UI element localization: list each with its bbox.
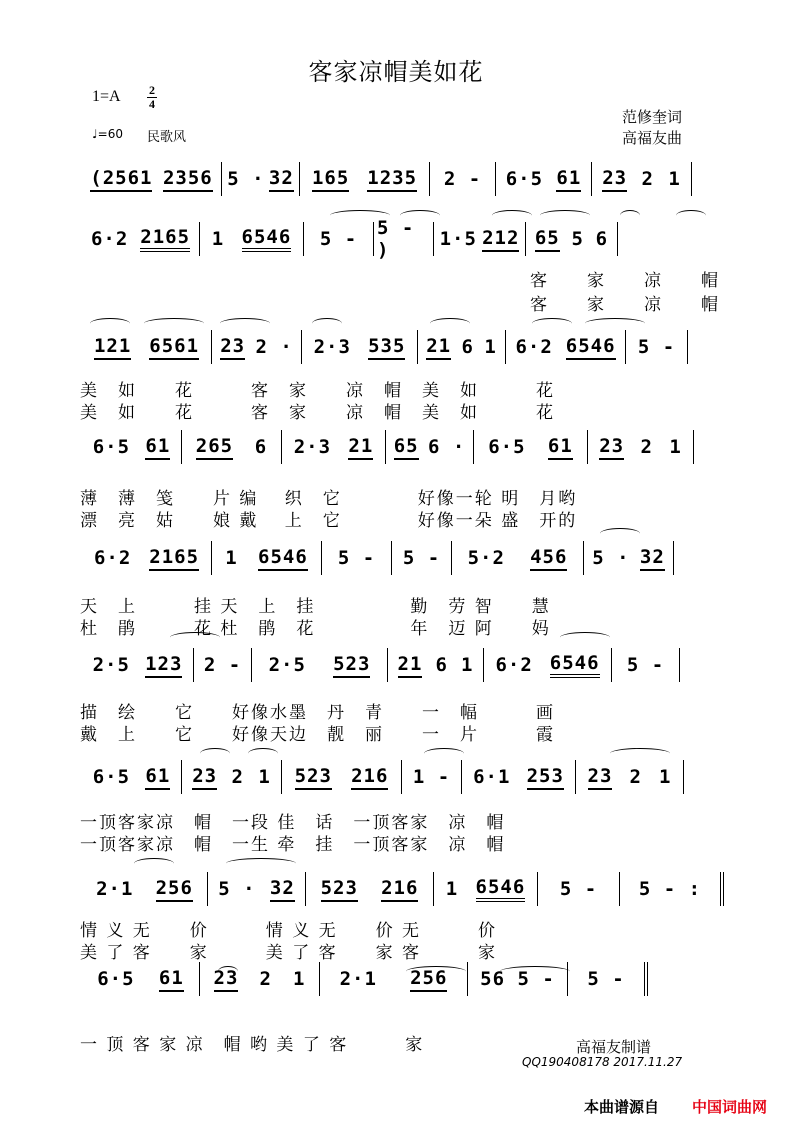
measure [304, 222, 374, 256]
note-group: 2 [231, 765, 244, 788]
measure [212, 541, 322, 575]
tempo-mark: ♩=60 [92, 127, 123, 141]
slur-arc [90, 318, 130, 329]
note-group: 2·5 [92, 653, 130, 676]
measure [194, 648, 252, 682]
slur-arc [585, 318, 645, 329]
note-group: 6·5 [488, 435, 526, 458]
note-group: 216 [351, 765, 388, 790]
note-group: 5 [571, 227, 584, 250]
note-group: 21 [426, 335, 451, 360]
note-group: 5 - [337, 546, 376, 569]
score-maker: 高福友制谱 [576, 1038, 652, 1056]
note-group: 23 [192, 765, 217, 790]
note-group: 6·2 [515, 335, 553, 358]
note-group: 6·2 [90, 227, 129, 250]
note-group: 2 - [443, 167, 482, 190]
slur-arc [540, 210, 590, 221]
measure [474, 430, 588, 464]
measure [392, 541, 452, 575]
note-group: 6 · [427, 435, 466, 458]
measure [82, 541, 212, 575]
measure [212, 330, 302, 364]
note-group: 1 [211, 227, 225, 250]
slur-arc [400, 210, 440, 221]
measure [82, 430, 182, 464]
note-group: 1 [484, 335, 497, 358]
measure [282, 430, 386, 464]
note-group: 2165 [149, 546, 199, 571]
note-group: 1 [225, 546, 238, 569]
note-group: 6546 [566, 335, 616, 360]
slur-arc [248, 748, 278, 759]
slur-arc [560, 632, 610, 643]
note-group: 23 [220, 335, 245, 360]
note-group: 256 [410, 967, 447, 992]
note-group: 523 [321, 877, 358, 902]
note-group: 253 [527, 765, 564, 790]
measure [434, 222, 526, 256]
note-group: 5 · [218, 877, 256, 900]
note-group: 1235 [367, 167, 417, 192]
measure [322, 541, 392, 575]
note-group: 2·5 [268, 653, 306, 676]
note-group: 5 · [227, 167, 265, 190]
note-group: 523 [333, 653, 370, 678]
slur-arc [218, 966, 238, 977]
note-group: 6·1 [473, 765, 511, 788]
measure [374, 216, 434, 261]
note-group: 1 [461, 653, 474, 676]
measure [576, 760, 684, 794]
slur-arc [532, 318, 572, 329]
slur-arc [620, 210, 640, 221]
measure [418, 330, 506, 364]
measure [386, 430, 474, 464]
note-group: 32 [640, 546, 665, 571]
measure [612, 648, 680, 682]
note-group: 2·3 [293, 435, 332, 458]
time-top: 2 [149, 83, 155, 97]
note-group: 165 [312, 167, 349, 192]
measure [208, 872, 306, 906]
measure [584, 541, 674, 575]
note-group: 61 [548, 435, 573, 460]
slur-arc [134, 858, 174, 869]
note-group: 56 5 - [480, 967, 555, 990]
measure [306, 872, 434, 906]
slur-arc [330, 210, 390, 221]
note-group: 23 [599, 435, 624, 460]
note-group: 61 [145, 765, 170, 790]
slur-arc [312, 318, 342, 329]
measure [568, 962, 648, 996]
lyric-line: 美 如 花 客 家 凉 帽 美 如 花 [80, 381, 555, 401]
slur-arc [600, 528, 640, 539]
note-group: 23 [602, 167, 627, 192]
measure [82, 222, 200, 256]
note-group: 5·2 [467, 546, 505, 569]
lyric-line: 戴 上 它 好像天边 靓 丽 一 片 霞 [80, 725, 555, 745]
staff-row [82, 162, 726, 196]
note-group: 6546 [258, 546, 308, 571]
measure [484, 648, 612, 682]
note-group: 2·1 [96, 877, 134, 900]
slur-arc [220, 318, 270, 329]
measure [506, 330, 626, 364]
measure [588, 430, 694, 464]
note-group: 21 [398, 653, 423, 678]
note-group: 6·5 [92, 435, 131, 458]
note-group: 2·3 [313, 335, 351, 358]
note-group: 1 [668, 167, 681, 190]
source-label: 本曲谱源自 [584, 1098, 660, 1116]
note-group: 123 [145, 653, 182, 678]
lyric-line: 天 上 挂 天 上 挂 勤 劳 智 慧 [80, 597, 551, 617]
time-signature [147, 84, 157, 111]
note-group: 265 [196, 435, 233, 460]
note-group: 216 [381, 877, 418, 902]
note-group: 6546 [242, 226, 292, 252]
lyric-line: 杜 鹃 花 杜 鹃 花 年 迈 阿 妈 [80, 619, 551, 639]
measure [82, 162, 222, 196]
lyric-line: 美 了 客 家 美 了 客 家 客 家 [80, 943, 498, 963]
note-group: 23 [214, 967, 239, 992]
lyric-line: 客 家 凉 帽 [530, 295, 720, 315]
staff-row [82, 216, 726, 261]
note-group: 61 [556, 167, 581, 192]
staff-row [82, 330, 726, 364]
note-group: 6·5 [505, 167, 544, 190]
note-group: 2·1 [339, 967, 377, 990]
measure [388, 648, 484, 682]
note-group: 2356 [163, 167, 213, 192]
lyric-line: 情 义 无 价 情 义 无 价 无 价 [80, 921, 498, 941]
note-group: 6561 [149, 335, 199, 360]
note-group: 23 [588, 765, 613, 790]
note-group: 1 [445, 877, 459, 900]
note-group: 5 · [592, 546, 630, 569]
style-mark: 民歌风 [147, 130, 187, 145]
slur-arc [406, 966, 466, 977]
measure [538, 872, 620, 906]
note-group: 1 [669, 435, 682, 458]
lyric-line: 漂 亮 姑 娘 戴 上 它 好像一朵 盛 开的 [80, 511, 578, 531]
note-group: 5 - : [638, 877, 702, 900]
note-group: 2 · [255, 335, 293, 358]
measure [452, 541, 584, 575]
measure [496, 162, 592, 196]
slur-arc [170, 632, 220, 643]
measure [620, 872, 724, 906]
lyric-line: 客 家 凉 帽 [530, 271, 720, 291]
note-group: 5 - [559, 877, 598, 900]
note-group: 5 - [319, 227, 358, 250]
time-bottom: 4 [149, 97, 155, 111]
staff-row [82, 872, 726, 906]
measure [282, 760, 402, 794]
note-group: 212 [482, 227, 519, 252]
note-group: 121 [94, 335, 131, 360]
measure [434, 872, 538, 906]
note-group: 1 [659, 765, 672, 788]
measure [430, 162, 496, 196]
contact-date: QQ190408178 2017.11.27 [522, 1055, 683, 1069]
slur-arc [200, 748, 230, 759]
measure [182, 430, 282, 464]
lyric-line: 一 顶 客 家 凉 帽 哟 美 了 客 家 [80, 1035, 425, 1055]
lyric-line: 描 绘 它 好像水墨 丹 青 一 幅 画 [80, 703, 555, 723]
note-group: 5 - [402, 546, 441, 569]
note-group: 2 [629, 765, 642, 788]
note-group: 535 [368, 335, 405, 360]
note-group: 1 - [412, 765, 451, 788]
note-group: 61 [145, 435, 170, 460]
note-group: 21 [348, 435, 373, 460]
note-group: 6·5 [92, 765, 131, 788]
measure [82, 760, 182, 794]
lyric-line: 薄 薄 笺 片 编 织 它 好像一轮 明 月哟 [80, 489, 578, 509]
staff-row [82, 760, 726, 794]
note-group: 1·5 [439, 227, 477, 250]
slur-arc [424, 748, 464, 759]
measure [592, 162, 692, 196]
key-signature: 1=A [92, 88, 121, 105]
note-group: 6 [461, 335, 474, 358]
lyric-line: 一顶客家凉 帽 一生 牵 挂 一顶客家 凉 帽 [80, 835, 506, 855]
staff-row [82, 430, 726, 464]
slur-arc [226, 858, 296, 869]
note-group: 523 [295, 765, 332, 790]
staff-row [82, 962, 726, 996]
lyric-line: 一顶客家凉 帽 一段 佳 话 一顶客家 凉 帽 [80, 813, 506, 833]
slur-arc [676, 210, 706, 221]
note-group: 6546 [550, 652, 600, 678]
measure [222, 162, 300, 196]
slur-arc [492, 210, 532, 221]
slur-arc [610, 748, 670, 759]
slur-arc [500, 966, 570, 977]
note-group: 456 [530, 546, 567, 571]
composer: 高福友曲 [622, 129, 683, 147]
note-group: 6546 [476, 876, 526, 902]
measure [252, 648, 388, 682]
note-group: 5 - [637, 335, 676, 358]
slur-arc [430, 318, 470, 329]
note-group: 6 [435, 653, 448, 676]
note-group: 2 [641, 167, 654, 190]
measure [302, 330, 418, 364]
lyricist: 范修奎词 [622, 108, 683, 126]
site-label[interactable]: 中国词曲网 [692, 1098, 768, 1116]
measure [82, 872, 208, 906]
measure [82, 330, 212, 364]
staff-row [82, 541, 726, 575]
measure [82, 648, 194, 682]
note-group: (2561 [90, 167, 152, 192]
measure [626, 330, 688, 364]
note-group: 65 [535, 227, 560, 252]
note-group: 2 [259, 967, 272, 990]
measure [462, 760, 576, 794]
measure [82, 962, 200, 996]
lyric-line: 美 如 花 客 家 凉 帽 美 如 花 [80, 403, 555, 423]
note-group: 32 [270, 877, 295, 902]
note-group: 2 [640, 435, 653, 458]
note-group: 6 [595, 227, 609, 250]
note-group: 6·2 [495, 653, 533, 676]
note-group: 5 - ) [377, 216, 415, 261]
slur-arc [144, 318, 204, 329]
note-group: 5 - [626, 653, 665, 676]
note-group: 1 [258, 765, 271, 788]
note-group: 1 [293, 967, 306, 990]
page-title: 客家凉帽美如花 [308, 58, 484, 86]
staff-row [82, 648, 726, 682]
note-group: 256 [156, 877, 193, 902]
measure [402, 760, 462, 794]
note-group: 65 [394, 435, 419, 460]
note-group: 32 [269, 167, 294, 192]
note-group: 6 [254, 435, 268, 458]
measure [200, 222, 304, 256]
measure [300, 162, 430, 196]
note-group: 2165 [140, 226, 190, 252]
note-group: 5 - [587, 967, 625, 990]
note-group: 6·2 [93, 546, 132, 569]
measure [182, 760, 282, 794]
note-group: 61 [159, 967, 184, 992]
measure [526, 222, 618, 256]
note-group: 6·5 [97, 967, 135, 990]
measure [200, 962, 320, 996]
note-group: 2 - [203, 653, 242, 676]
